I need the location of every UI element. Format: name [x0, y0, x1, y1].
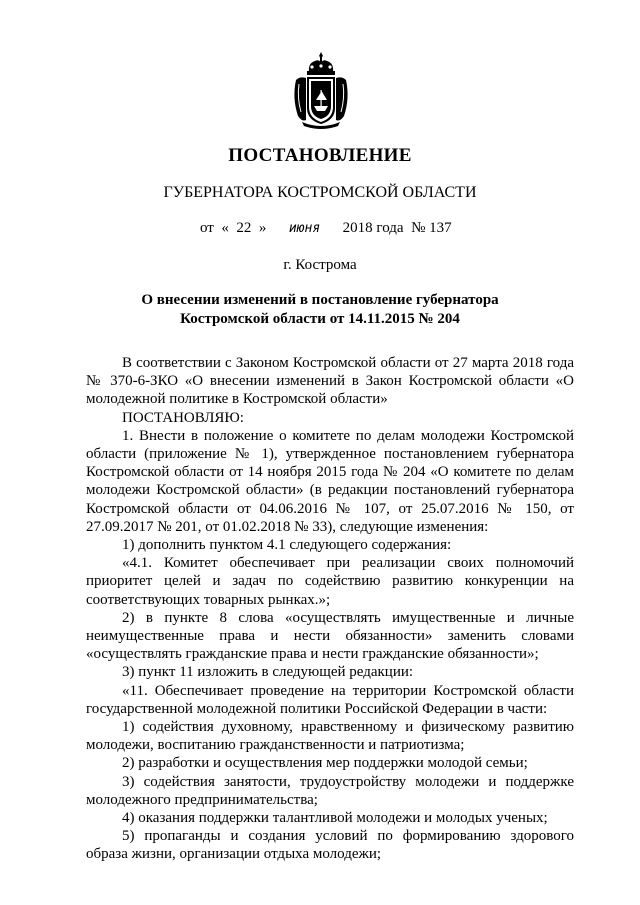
paragraph: 1) дополнить пунктом 4.1 следующего содержания: — [122, 537, 452, 554]
paragraph: 2) в пункте 8 слова «осуществлять имущественные и личные неимущественные права и нести обязанности» заменить словами «осуществлять гражданские права и нести гражданские обязанности»; — [86, 609, 574, 663]
date-year: 2018 года — [342, 220, 404, 236]
paragraph: ПОСТАНОВЛЯЮ: — [122, 409, 244, 426]
number-sign: № — [411, 220, 426, 236]
document-city: г. Кострома — [283, 257, 357, 273]
paragraph: 1) содействия духовному, нравственному и физическому развитию молодежи, воспитанию гражданственности и патриотизма; — [86, 719, 574, 754]
document-date-line — [200, 220, 452, 237]
paragraph: «11. Обеспечивает проведение на территории Костромской области государственной молодежной политики Российской Федерации в части: — [86, 682, 574, 717]
date-month: июня — [288, 221, 321, 236]
heading-line: О внесении изменений в постановление губернатора — [141, 292, 499, 308]
document-issuer: ГУБЕРНАТОРА КОСТРОМСКОЙ ОБЛАСТИ — [163, 184, 477, 201]
document-heading — [0, 291, 640, 329]
paragraph: 3) содействия занятости, трудоустройству молодежи и поддержке молодежного предпринимательства; — [86, 773, 574, 808]
document-title: ПОСТАНОВЛЕНИЕ — [228, 145, 412, 166]
paragraph: 4) оказания поддержки талантливой молодежи и молодых ученых; — [122, 810, 548, 827]
document-body — [86, 354, 574, 864]
paragraph: В соответствии с Законом Костромской области от 27 марта 2018 года № 370-6-ЗКО «О внесении изменений в Закон Костромской области «О молодежной политике в Костромской области» — [86, 355, 574, 408]
date-prefix: от — [200, 220, 214, 236]
paragraph: 1. Внести в положение о комитете по делам молодежи Костромской области (приложение № 1), утвержденное постановлением губернатора Костромской области от 14 ноября 2015 года № 204 «О комитете по делам молодежи Костромской области» (в редакции постановлений губернатора Костромской области от 04.06.2016 № 107, от 25.07.2016 № 150, от 27.09.2017 № 201, от 01.02.2018 № 33), следующие изменения: — [86, 427, 574, 535]
date-day: « 22 » — [221, 220, 267, 236]
paragraph: «4.1. Комитет обеспечивает при реализации своих полномочий приоритет целей и задач по содействию развитию конкуренции на соответствующих товарных рынках.»; — [86, 555, 574, 608]
coat-of-arms-emblem — [290, 50, 352, 130]
paragraph: 2) разработки и осуществления мер поддержки молодой семьи; — [122, 755, 528, 772]
paragraph: 5) пропаганды и создания условий по формированию здорового образа жизни, организации отдыха молодежи; — [86, 828, 574, 863]
document-number: 137 — [429, 220, 452, 236]
heading-line: Костромской области от 14.11.2015 № 204 — [180, 311, 460, 327]
paragraph: 3) пункт 11 изложить в следующей редакции: — [122, 664, 414, 681]
